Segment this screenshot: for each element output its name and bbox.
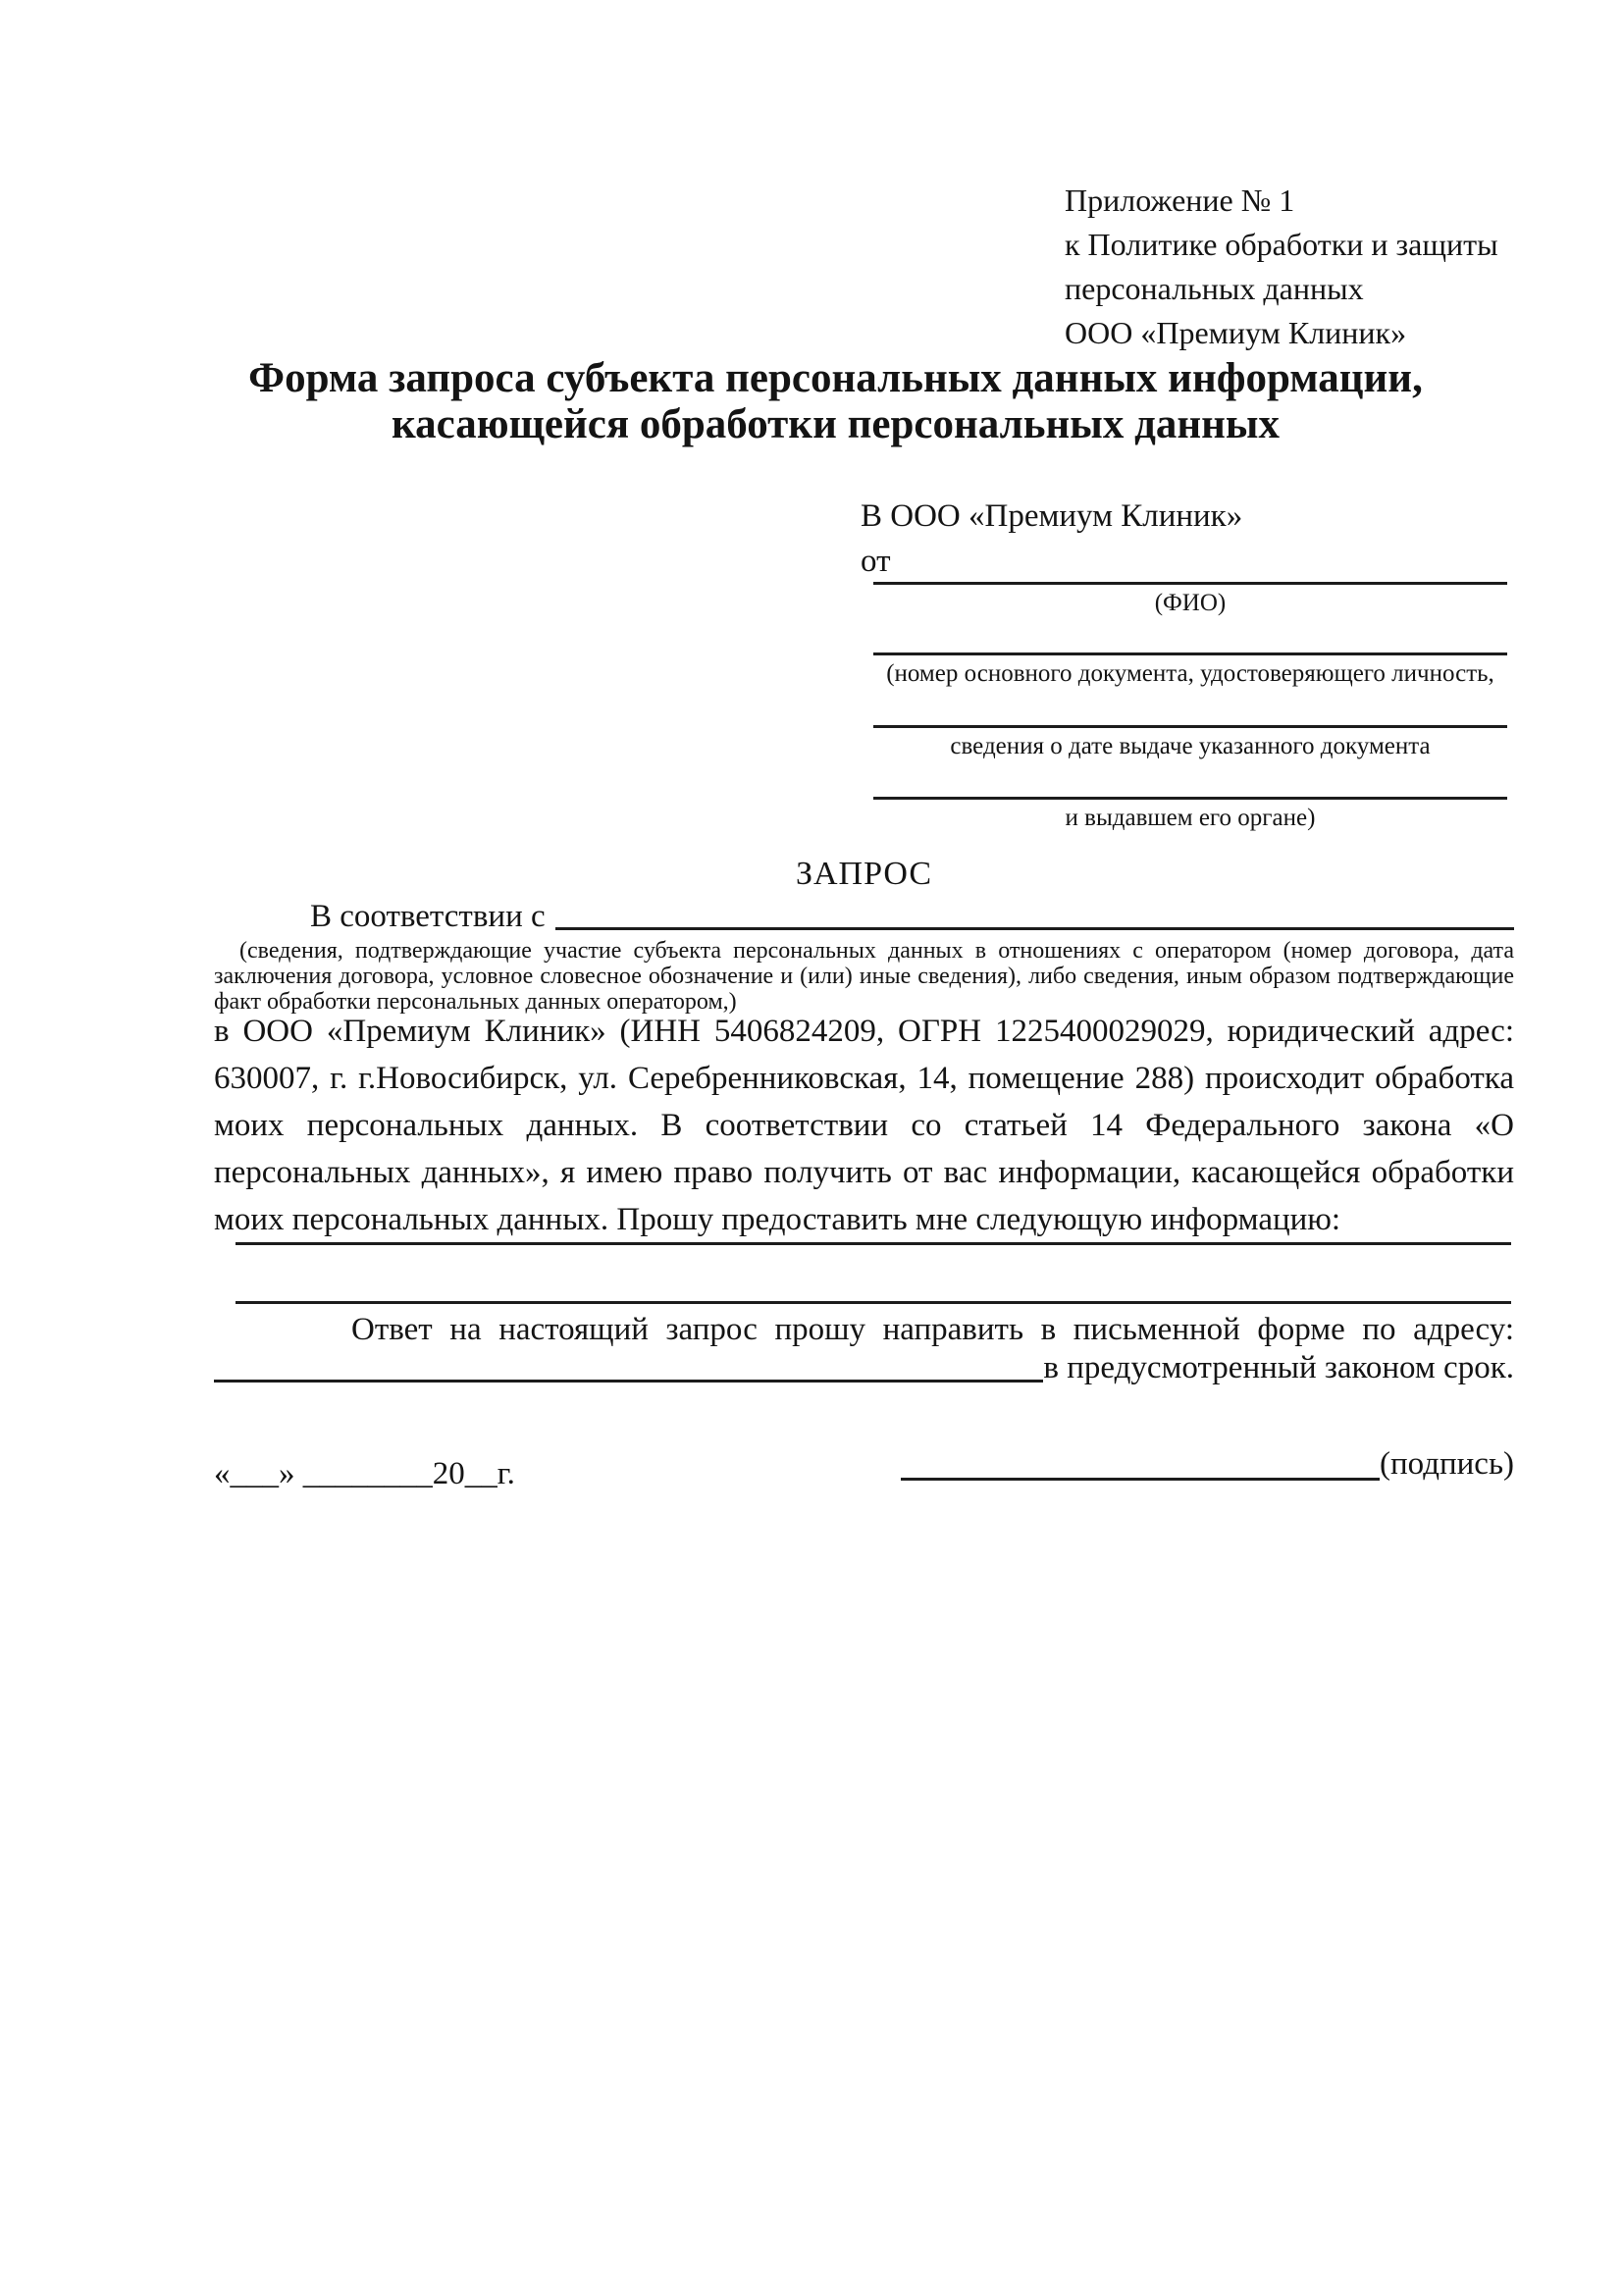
attachment-note-line: к Политике обработки и защиты	[1065, 227, 1498, 262]
form-title-line2: касающейся обработки персональных данных	[392, 401, 1280, 447]
info-blank-line-2	[236, 1301, 1511, 1304]
reply-address-blank-line	[214, 1380, 1043, 1383]
request-heading: ЗАПРОС	[795, 856, 933, 892]
fio-caption: (ФИО)	[1154, 590, 1227, 616]
fio-blank-line	[873, 582, 1507, 585]
addressee-block	[861, 494, 1242, 584]
attachment-note-line: персональных данных	[1065, 271, 1364, 306]
request-intro-label: В соответствии с	[310, 899, 546, 934]
document-number-caption: (номер основного документа, удостоверяющего личность,	[886, 660, 1494, 687]
document-number-field	[873, 652, 1507, 688]
request-intro-row	[214, 899, 1514, 935]
fio-field	[873, 582, 1507, 617]
signature-row	[901, 1442, 1514, 1486]
request-intro-blank-line	[555, 927, 1514, 930]
reply-address-row	[214, 1348, 1514, 1387]
signature-caption: (подпись)	[1380, 1446, 1514, 1482]
addressee-company: В ООО «Премиум Клиник»	[861, 498, 1243, 534]
document-number-blank-line	[873, 652, 1507, 655]
issuing-authority-field	[873, 797, 1507, 832]
issue-date-field	[873, 725, 1507, 760]
info-blank-line-1	[236, 1242, 1511, 1245]
attachment-note-line: Приложение № 1	[1065, 183, 1295, 218]
attachment-note-line: ООО «Премиум Клиник»	[1065, 315, 1407, 350]
request-body-paragraph: в ООО «Премиум Клиник» (ИНН 5406824209, ОГРН 1225400029029, юридический адрес: 630007, г. г.Новосибирск, ул. Серебренниковская, 14, помещение 288) происходит обработка моих персональных данных. В соответствии со статьей 14 Федерального закона «О персональных данных», я имею право получить от вас информации, касающейся обработки моих персональных данных. Прошу предоставить мне следующую информацию:	[214, 1014, 1514, 1237]
signature-blank-line	[901, 1478, 1380, 1481]
reply-term-text: в предусмотренный законом срок.	[1043, 1350, 1514, 1385]
issue-date-caption: сведения о дате выдаче указанного документа	[950, 733, 1431, 759]
issuing-authority-blank-line	[873, 797, 1507, 800]
reply-address-sentence: Ответ на настоящий запрос прошу направить в письменной форме по адресу:	[351, 1312, 1514, 1347]
date-blank: «___» ________20__г.	[214, 1456, 515, 1491]
addressee-from-label: от	[861, 544, 891, 579]
issue-date-blank-line	[873, 725, 1507, 728]
form-title	[157, 355, 1514, 447]
attachment-note	[1065, 179, 1526, 355]
issuing-authority-caption: и выдавшем его органе)	[1065, 805, 1316, 831]
form-title-line1: Форма запроса субъекта персональных данных информации,	[248, 355, 1423, 401]
request-fine-print: (сведения, подтверждающие участие субъекта персональных данных в отношениях с оператором (номер договора, дата заключения договора, условное словесное обозначение и (или) иные сведения), либо сведения, иным образом подтверждающие факт обработки персональных данных оператором,)	[214, 938, 1514, 1015]
